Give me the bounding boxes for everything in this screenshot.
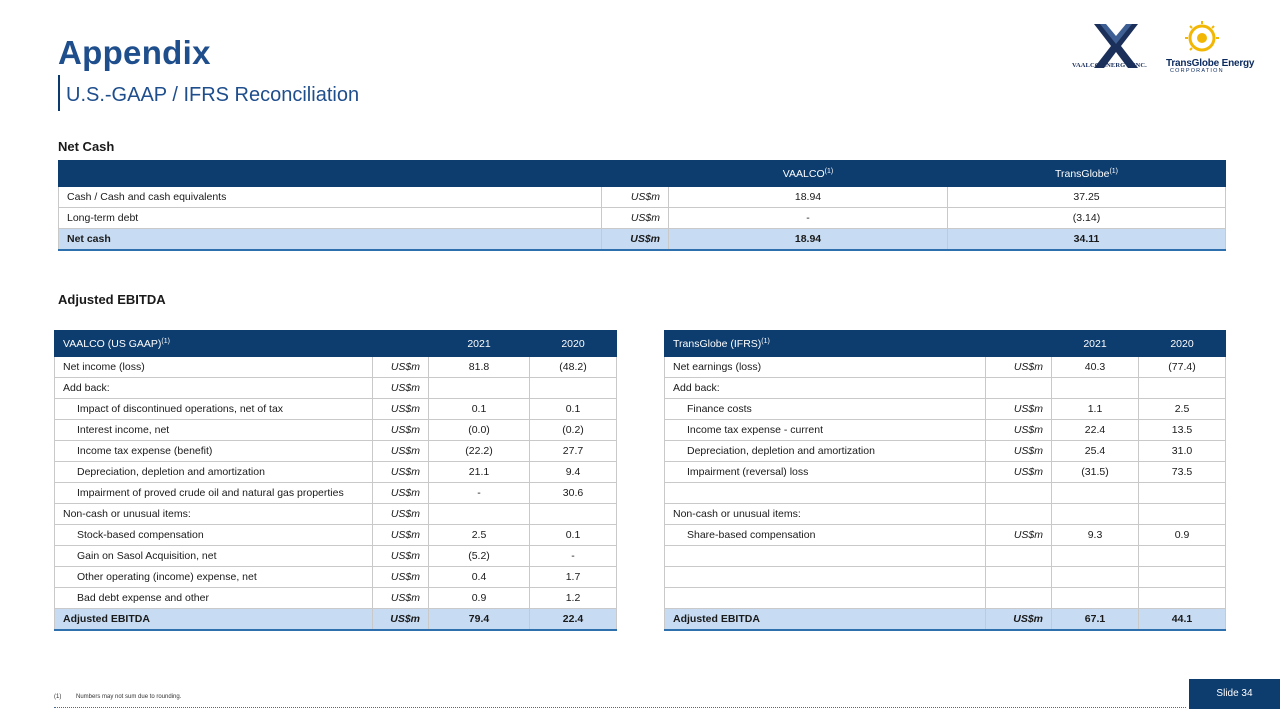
- value-2020: (48.2): [530, 357, 617, 378]
- row-label: Stock-based compensation: [55, 525, 373, 546]
- table-row: [55, 546, 617, 567]
- transglobe-ebitda-header-row: [665, 331, 1226, 357]
- row-unit: US$m: [373, 546, 429, 567]
- row-label: Depreciation, depletion and amortization: [55, 462, 373, 483]
- value-2021: [1052, 504, 1139, 525]
- table-row: [665, 504, 1226, 525]
- row-unit: US$m: [373, 441, 429, 462]
- vaalco-ebitda-table: [54, 330, 617, 631]
- transglobe-year-2020: 2020: [1139, 331, 1226, 357]
- row-unit: US$m: [602, 208, 669, 229]
- table-row: [59, 208, 1226, 229]
- row-unit: US$m: [986, 420, 1052, 441]
- table-row: [55, 525, 617, 546]
- vaalco-year-2020: 2020: [530, 331, 617, 357]
- vaalco-year-2021: 2021: [429, 331, 530, 357]
- value-2021: 79.4: [429, 609, 530, 630]
- value-2020: [530, 504, 617, 525]
- value-2021: [429, 378, 530, 399]
- vaalco-value: -: [669, 208, 948, 229]
- row-label: Add back:: [55, 378, 373, 399]
- footnote: [54, 694, 181, 700]
- row-label: Add back:: [665, 378, 986, 399]
- table-row: [59, 187, 1226, 208]
- row-label: Impairment of proved crude oil and natural gas properties: [55, 483, 373, 504]
- row-label: Income tax expense - current: [665, 420, 986, 441]
- value-2020: 0.1: [530, 525, 617, 546]
- table-row: [55, 378, 617, 399]
- value-2021: 0.4: [429, 567, 530, 588]
- table-row: [55, 567, 617, 588]
- value-2020: [530, 378, 617, 399]
- net-cash-table: [58, 160, 1226, 251]
- value-2020: -: [530, 546, 617, 567]
- table-row: [55, 504, 617, 525]
- value-2020: 22.4: [530, 609, 617, 630]
- row-label: Non-cash or unusual items:: [55, 504, 373, 525]
- row-unit: [986, 588, 1052, 609]
- row-unit: US$m: [986, 441, 1052, 462]
- row-label: Gain on Sasol Acquisition, net: [55, 546, 373, 567]
- net-cash-col-transglobe: TransGlobe$^{(1)}$: [948, 161, 1226, 187]
- table-row: [665, 462, 1226, 483]
- row-label: Impairment (reversal) loss: [665, 462, 986, 483]
- row-unit: US$m: [373, 420, 429, 441]
- value-2021: 0.9: [429, 588, 530, 609]
- row-label: [665, 546, 986, 567]
- net-cash-col-vaalco: VAALCO$^{(1)}$: [669, 161, 948, 187]
- value-2021: (5.2): [429, 546, 530, 567]
- value-2021: 25.4: [1052, 441, 1139, 462]
- vaalco-ebitda-title: VAALCO (US GAAP)$^{(1)}$: [55, 331, 373, 357]
- row-unit: US$m: [986, 357, 1052, 378]
- transglobe-value: (3.14): [948, 208, 1226, 229]
- value-2020: [1139, 588, 1226, 609]
- table-row: [55, 462, 617, 483]
- footnote-number: (1): [54, 694, 62, 700]
- net-cash-total-row: [59, 229, 1226, 250]
- net-cash-section-label: Net Cash: [58, 139, 115, 154]
- row-label: Adjusted EBITDA: [665, 609, 986, 630]
- page-subtitle: U.S.-GAAP / IFRS Reconciliation: [66, 84, 360, 106]
- transglobe-ebitda-total-row: [665, 609, 1226, 630]
- table-row: [665, 378, 1226, 399]
- value-2020: (77.4): [1139, 357, 1226, 378]
- transglobe-logo-name: TransGlobe Energy: [1166, 58, 1255, 69]
- table-row: [665, 420, 1226, 441]
- table-row: [55, 441, 617, 462]
- value-2020: 30.6: [530, 483, 617, 504]
- footer-divider: [54, 707, 1186, 708]
- transglobe-value: 34.11: [948, 229, 1226, 250]
- table-row: [55, 399, 617, 420]
- value-2021: [1052, 588, 1139, 609]
- row-unit: US$m: [373, 357, 429, 378]
- value-2021: (31.5): [1052, 462, 1139, 483]
- table-row: [665, 441, 1226, 462]
- value-2021: 0.1: [429, 399, 530, 420]
- value-2020: 9.4: [530, 462, 617, 483]
- value-2021: 67.1: [1052, 609, 1139, 630]
- row-label: Interest income, net: [55, 420, 373, 441]
- value-2020: 1.2: [530, 588, 617, 609]
- row-unit: [986, 567, 1052, 588]
- value-2021: (22.2): [429, 441, 530, 462]
- row-unit: US$m: [373, 378, 429, 399]
- value-2020: [1139, 504, 1226, 525]
- transglobe-year-2021: 2021: [1052, 331, 1139, 357]
- row-unit: [986, 504, 1052, 525]
- transglobe-ebitda-table: [664, 330, 1226, 631]
- table-row: [55, 357, 617, 378]
- row-label: Other operating (income) expense, net: [55, 567, 373, 588]
- row-unit: US$m: [373, 399, 429, 420]
- table-row: [665, 483, 1226, 504]
- table-row: [55, 483, 617, 504]
- value-2020: [1139, 546, 1226, 567]
- vaalco-value: 18.94: [669, 187, 948, 208]
- row-unit: US$m: [602, 187, 669, 208]
- row-label: [665, 567, 986, 588]
- row-unit: US$m: [373, 588, 429, 609]
- row-label: Income tax expense (benefit): [55, 441, 373, 462]
- row-unit: US$m: [986, 399, 1052, 420]
- row-label: Long-term debt: [59, 208, 602, 229]
- table-row: [55, 420, 617, 441]
- row-unit: [986, 378, 1052, 399]
- row-label: Net cash: [59, 229, 602, 250]
- row-label: Cash / Cash and cash equivalents: [59, 187, 602, 208]
- row-label: [665, 483, 986, 504]
- subtitle-accent-bar: [58, 75, 60, 111]
- row-label: Share-based compensation: [665, 525, 986, 546]
- value-2020: 2.5: [1139, 399, 1226, 420]
- vaalco-logo-text: VAALCO ENERGY, INC.: [1072, 62, 1147, 69]
- value-2020: 13.5: [1139, 420, 1226, 441]
- row-unit: [986, 483, 1052, 504]
- value-2021: [1052, 546, 1139, 567]
- value-2020: 44.1: [1139, 609, 1226, 630]
- value-2020: 0.9: [1139, 525, 1226, 546]
- row-label: Net earnings (loss): [665, 357, 986, 378]
- footnote-text: Numbers may not sum due to rounding.: [76, 694, 182, 700]
- row-unit: US$m: [373, 504, 429, 525]
- transglobe-ebitda-title: TransGlobe (IFRS)$^{(1)}$: [665, 331, 986, 357]
- value-2020: 31.0: [1139, 441, 1226, 462]
- net-cash-header-row: [59, 161, 1226, 187]
- value-2021: 1.1: [1052, 399, 1139, 420]
- table-row: [55, 588, 617, 609]
- transglobe-logo-subtitle: CORPORATION: [1170, 68, 1224, 74]
- value-2020: [1139, 567, 1226, 588]
- row-label: Adjusted EBITDA: [55, 609, 373, 630]
- row-unit: US$m: [986, 525, 1052, 546]
- row-unit: US$m: [373, 462, 429, 483]
- row-unit: US$m: [602, 229, 669, 250]
- row-label: Net income (loss): [55, 357, 373, 378]
- value-2021: 21.1: [429, 462, 530, 483]
- value-2021: [1052, 567, 1139, 588]
- row-unit: [986, 546, 1052, 567]
- row-unit: US$m: [373, 567, 429, 588]
- table-row: [665, 588, 1226, 609]
- value-2021: 81.8: [429, 357, 530, 378]
- vaalco-ebitda-total-row: [55, 609, 617, 630]
- value-2021: 40.3: [1052, 357, 1139, 378]
- value-2020: 73.5: [1139, 462, 1226, 483]
- row-label: Finance costs: [665, 399, 986, 420]
- vaalco-ebitda-header-row: [55, 331, 617, 357]
- value-2021: 22.4: [1052, 420, 1139, 441]
- row-label: Depreciation, depletion and amortization: [665, 441, 986, 462]
- adjusted-ebitda-section-label: Adjusted EBITDA: [58, 292, 166, 307]
- page-title: Appendix: [58, 34, 211, 71]
- table-row: [665, 357, 1226, 378]
- value-2021: -: [429, 483, 530, 504]
- row-unit: US$m: [986, 462, 1052, 483]
- value-2020: [1139, 483, 1226, 504]
- value-2020: 0.1: [530, 399, 617, 420]
- value-2021: [429, 504, 530, 525]
- transglobe-value: 37.25: [948, 187, 1226, 208]
- value-2020: 1.7: [530, 567, 617, 588]
- row-unit: US$m: [373, 525, 429, 546]
- slide-number-badge: Slide 34: [1189, 679, 1280, 709]
- value-2021: [1052, 378, 1139, 399]
- table-row: [665, 567, 1226, 588]
- table-row: [665, 546, 1226, 567]
- value-2020: 27.7: [530, 441, 617, 462]
- value-2021: [1052, 483, 1139, 504]
- value-2020: [1139, 378, 1226, 399]
- table-row: [665, 399, 1226, 420]
- row-unit: US$m: [986, 609, 1052, 630]
- table-row: [665, 525, 1226, 546]
- row-label: Non-cash or unusual items:: [665, 504, 986, 525]
- row-label: Bad debt expense and other: [55, 588, 373, 609]
- value-2021: 2.5: [429, 525, 530, 546]
- row-unit: US$m: [373, 483, 429, 504]
- value-2021: (0.0): [429, 420, 530, 441]
- vaalco-value: 18.94: [669, 229, 948, 250]
- row-label: [665, 588, 986, 609]
- row-unit: US$m: [373, 609, 429, 630]
- row-label: Impact of discontinued operations, net of tax: [55, 399, 373, 420]
- value-2020: (0.2): [530, 420, 617, 441]
- value-2021: 9.3: [1052, 525, 1139, 546]
